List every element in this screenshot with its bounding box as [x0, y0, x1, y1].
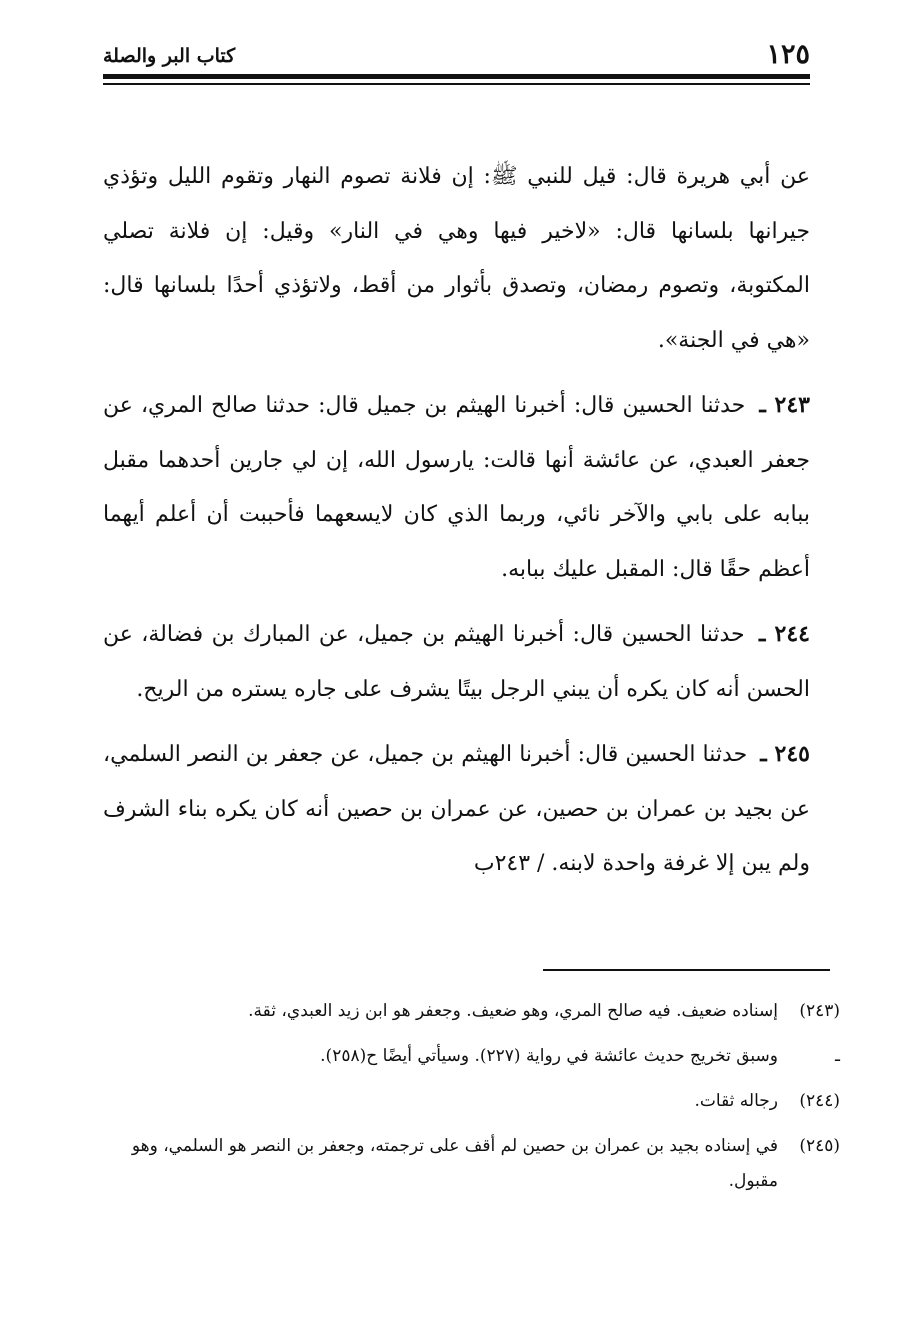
hadith-text: حدثنا الحسين قال: أخبرنا الهيثم بن جميل، عن المبارك بن فضالة، عن الحسن أنه كان يكره أن يبني الرجل بيتًا يشرف على جاره يستره من الريح.: [103, 622, 810, 702]
book-title: كتاب البر والصلة: [103, 45, 236, 67]
footnote: [103, 1084, 840, 1119]
footnote-number: (٢٤٤): [799, 1091, 840, 1111]
paragraph-hadith-243: [103, 378, 810, 597]
footnote: [103, 1129, 840, 1199]
hadith-text: حدثنا الحسين قال: أخبرنا الهيثم بن جميل، عن جعفر بن النصر السلمي، عن بجيد بن عمران بن حصين، عن عمران بن حصين أنه كان يكره بناء الشرف ولم يبن إلا غرفة واحدة لابنه. / ٢٤٣ب: [103, 742, 810, 876]
page-number: ١٢٥: [766, 39, 810, 70]
footnote-number: (٢٤٥): [799, 1136, 840, 1156]
footnote-text: إسناده ضعيف. فيه صالح المري، وهو ضعيف. وجعفر هو ابن زيد العبدي، ثقة.: [248, 1001, 778, 1021]
footnote: [103, 1039, 840, 1074]
footnotes: [103, 994, 840, 1209]
footnote-separator: [543, 969, 830, 971]
header-rule-thick: [103, 74, 810, 79]
paragraph-hadith-245: [103, 727, 810, 892]
hadith-number: ٢٤٥ ـ: [760, 741, 810, 767]
hadith-number: ٢٤٣ ـ: [759, 392, 810, 418]
footnote-text: وسبق تخريج حديث عائشة في رواية (٢٢٧). وسيأتي أيضًا ح(٢٥٨).: [320, 1046, 778, 1066]
paragraph-hadith-244: [103, 607, 810, 717]
footnote-number: ـ: [835, 1046, 840, 1066]
header-rule-thin: [103, 83, 810, 85]
footnote-text: رجاله ثقات.: [694, 1091, 778, 1111]
footnote: [103, 994, 840, 1029]
hadith-number: ٢٤٤ ـ: [759, 621, 810, 647]
hadith-text: حدثنا الحسين قال: أخبرنا الهيثم بن جميل قال: حدثنا صالح المري، عن جعفر العبدي، عن عائشة أنها قالت: يارسول الله، إن لي جارين أحدهما مقبل ببابه على بابي والآخر نائي، وربما الذي كان لايسعهما فأحببت أن أعلم أيهما أعظم حقًا قال: المقبل عليك ببابه.: [103, 393, 810, 582]
footnote-number: (٢٤٣): [799, 1001, 840, 1021]
main-text: [103, 150, 810, 892]
paragraph-hadith-continuation: عن أبي هريرة قال: قيل للنبي ﷺ: إن فلانة تصوم النهار وتقوم الليل وتؤذي جيرانها بلسانها قال: «لاخير فيها وهي في النار» وقيل: إن فلانة تصلي المكتوبة، وتصوم رمضان، وتصدق بأثوار من أقط، ولاتؤذي أحدًا بلسانها قال: «هي في الجنة».: [103, 164, 810, 353]
running-header: [103, 38, 810, 72]
footnote-text: في إسناده بجيد بن عمران بن حصين لم أقف على ترجمته، وجعفر بن النصر هو السلمي، وهو مقبول.: [131, 1136, 778, 1191]
